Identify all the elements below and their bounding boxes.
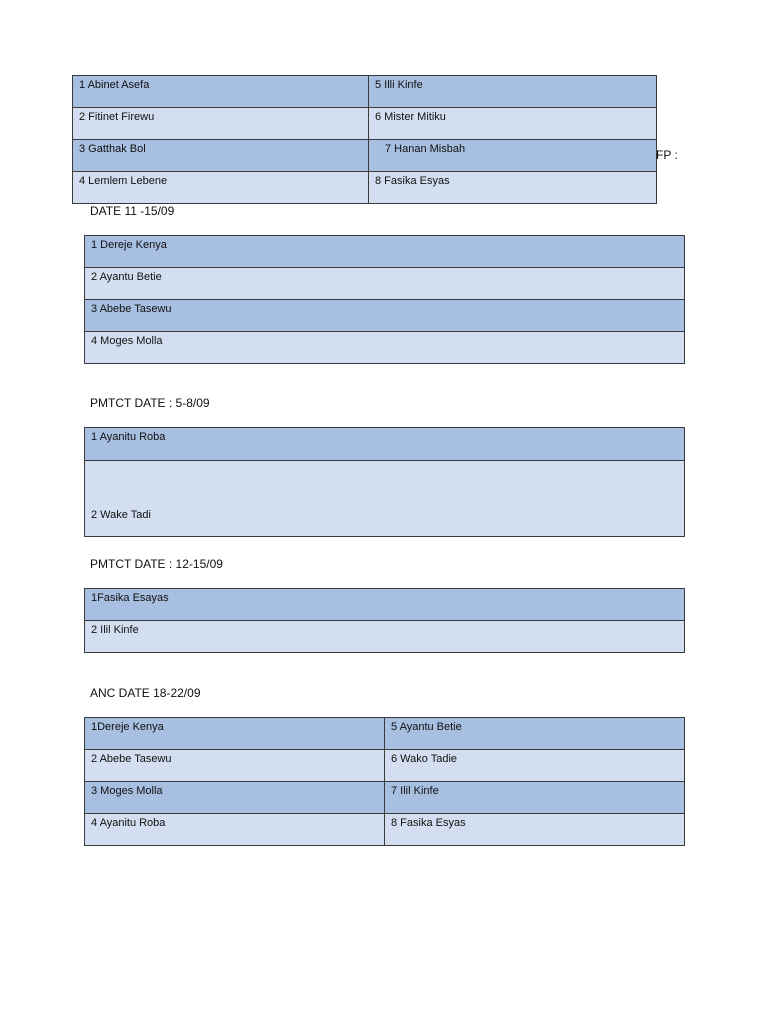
table-cell: 7 Ilil Kinfe [385, 782, 685, 814]
table-cell: 3 Gatthak Bol [73, 140, 369, 172]
table-row [85, 814, 685, 846]
table-row [85, 268, 685, 300]
table-row [85, 750, 685, 782]
table-cell: 1 Ayanitu Roba [85, 428, 685, 461]
roster-table-2 [84, 235, 685, 364]
roster-table-4 [84, 588, 685, 653]
section-heading-pmtct-1: PMTCT DATE : 5-8/09 [90, 396, 210, 410]
table-cell: 1 Abinet Asefa [73, 76, 369, 108]
table-cell: 7 Hanan Misbah [369, 140, 657, 172]
section-heading-date: DATE 11 -15/09 [90, 204, 175, 218]
table-cell: 4 Lemlem Lebene [73, 172, 369, 204]
table-cell: 3 Moges Molla [85, 782, 385, 814]
roster-table-3 [84, 427, 685, 537]
table-row [73, 172, 657, 204]
table-row [85, 782, 685, 814]
section-heading-anc: ANC DATE 18-22/09 [90, 686, 201, 700]
table-cell: 8 Fasika Esyas [385, 814, 685, 846]
table-cell: 5 Illi Kinfe [369, 76, 657, 108]
table-cell: 2 Fitinet Firewu [73, 108, 369, 140]
table-row [73, 108, 657, 140]
table-row [85, 236, 685, 268]
table-cell: 5 Ayantu Betie [385, 718, 685, 750]
table-cell: 1 Dereje Kenya [85, 236, 685, 268]
fp-label: FP : [656, 148, 678, 162]
table-cell: 3 Abebe Tasewu [85, 300, 685, 332]
table-cell: 6 Wako Tadie [385, 750, 685, 782]
roster-table-1 [72, 75, 657, 204]
table-cell: 8 Fasika Esyas [369, 172, 657, 204]
table-cell: 1Fasika Esayas [85, 589, 685, 621]
roster-table-5 [84, 717, 685, 846]
table-cell: 4 Ayanitu Roba [85, 814, 385, 846]
table-row [85, 461, 685, 537]
table-cell: 1Dereje Kenya [85, 718, 385, 750]
table-row [85, 428, 685, 461]
table-row [85, 718, 685, 750]
table-cell: 4 Moges Molla [85, 332, 685, 364]
table-cell: 2 Ayantu Betie [85, 268, 685, 300]
section-heading-pmtct-2: PMTCT DATE : 12-15/09 [90, 557, 223, 571]
table-row [73, 76, 657, 108]
table-row [85, 589, 685, 621]
table-cell: 6 Mister Mitiku [369, 108, 657, 140]
table-row [85, 300, 685, 332]
table-cell: 2 Wake Tadi [85, 461, 685, 537]
table-row [85, 332, 685, 364]
table-row [73, 140, 657, 172]
table-cell: 2 Ilil Kinfe [85, 621, 685, 653]
table-cell: 2 Abebe Tasewu [85, 750, 385, 782]
table-row [85, 621, 685, 653]
